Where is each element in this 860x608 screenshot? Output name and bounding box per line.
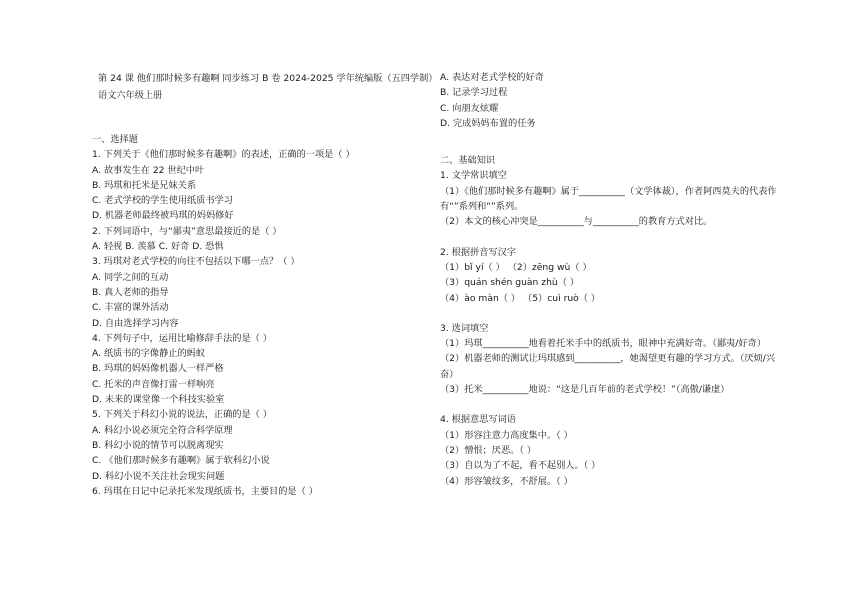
option: A. 轻视 B. 羡慕 C. 好奇 D. 恐惧 — [92, 241, 224, 253]
question-text: 2. 下列词语中，与“鄙夷”意思最接近的是（ ） — [92, 225, 282, 237]
question-5 — [92, 407, 427, 483]
fill-line: （1）形容注意力高度集中。（ ） — [440, 429, 573, 441]
option: C. 《他们那时候多有趣啊》属于软科幻小说 — [92, 455, 270, 467]
fill-line: （2）憎恨；厌恶。（ ） — [440, 444, 537, 456]
page-title: 第 24 课 他们那时候多有趣啊 同步练习 B 卷 2024-2025 学年统编版（五四学制）语文六年级上册 — [98, 73, 433, 101]
fill-line: （2）本文的核心冲突是__________与__________的教育方式对比。 — [440, 216, 713, 228]
fill-line: （3）quán shén guàn zhù（ ） — [440, 277, 580, 289]
question-6 — [92, 484, 427, 499]
question-text: 6. 玛琪在日记中记录托米发现纸质书，主要目的是（ ） — [92, 485, 318, 497]
option: A. 纸质书的字像静止的蚂蚁 — [92, 348, 206, 360]
right-column — [440, 70, 780, 489]
question-6-options — [440, 70, 780, 131]
option: B. 记录学习过程 — [440, 87, 508, 99]
fill-line: （4）形容皱纹多，不舒展。（ ） — [440, 475, 573, 487]
option: B. 科幻小说的情节可以脱离现实 — [92, 439, 224, 451]
option: A. 科幻小说必须完全符合科学原理 — [92, 424, 233, 436]
section-basic-knowledge: 二、基础知识 — [440, 155, 496, 167]
question-text: 5. 下列关于科幻小说的说法，正确的是（ ） — [92, 409, 272, 421]
question-text: 1. 下列关于《他们那时候多有趣啊》的表述，正确的一项是（ ） — [92, 149, 355, 161]
part-meaning-words — [440, 412, 780, 488]
question-3 — [92, 254, 427, 330]
fill-line: （3）自以为了不起，看不起别人。（ ） — [440, 460, 601, 472]
option: B. 真人老师的指导 — [92, 286, 169, 298]
question-4 — [92, 331, 427, 407]
section-multiple-choice: 一、选择题 — [92, 134, 138, 145]
option: A. 同学之间的互动 — [92, 271, 169, 283]
fill-line: （4）ào màn（ ） （5）cuì ruò（ ） — [440, 292, 601, 304]
question-1 — [92, 147, 427, 223]
part-word-choice — [440, 321, 780, 397]
spacer — [440, 397, 780, 412]
fill-line: （3）托米__________地说：“这是几百年前的老式学校！”（高傲/谦虚） — [440, 384, 730, 396]
option: D. 未来的课堂像一个科技实验室 — [92, 394, 225, 406]
left-column — [92, 70, 433, 499]
spacer — [440, 230, 780, 245]
option: A. 表达对老式学校的好奇 — [440, 72, 544, 83]
option: D. 完成妈妈布置的任务 — [440, 117, 536, 129]
option: C. 丰富的课外活动 — [92, 302, 169, 314]
fill-line: （2）机器老师的测试让玛琪感到__________，她渴望更有趣的学习方式。（厌烦/兴奋） — [440, 353, 776, 380]
option: D. 机器老师最终被玛琪的妈妈修好 — [92, 210, 234, 222]
part-literary-knowledge — [440, 168, 780, 229]
option: B. 玛琪的妈妈像机器人一样严格 — [92, 363, 224, 375]
option: D. 科幻小说不关注社会现实问题 — [92, 470, 225, 482]
fill-line: （1）bǐ yí（ ） （2）zēng wù（ ） — [440, 261, 592, 273]
question-text: 4. 下列句子中，运用比喻修辞手法的是（ ） — [92, 332, 272, 344]
option: C. 老式学校的学生使用纸质书学习 — [92, 195, 233, 207]
option: D. 自由选择学习内容 — [92, 317, 179, 329]
part-heading: 3. 选词填空 — [440, 322, 489, 334]
option: C. 向朋友炫耀 — [440, 102, 499, 114]
question-text: 3. 玛琪对老式学校的向往不包括以下哪一点？（ ） — [92, 256, 300, 268]
part-pinyin — [440, 245, 780, 306]
option: A. 故事发生在 22 世纪中叶 — [92, 164, 205, 176]
part-heading: 1. 文学常识填空 — [440, 170, 507, 182]
option: C. 托米的声音像打雷一样响亮 — [92, 378, 215, 390]
fill-line: （1）《他们那时候多有趣啊》属于__________（文学体裁），作者阿西莫夫的代表作有“”系列和“”系列。 — [440, 185, 777, 213]
option: B. 玛琪和托米是兄妹关系 — [92, 179, 197, 191]
fill-line: （1）玛琪__________地看着托米手中的纸质书，眼神中充满好奇。（鄙夷/好奇） — [440, 338, 766, 350]
question-2 — [92, 224, 427, 255]
spacer — [440, 306, 780, 321]
part-heading: 4. 根据意思写词语 — [440, 414, 516, 426]
part-heading: 2. 根据拼音写汉字 — [440, 246, 516, 258]
